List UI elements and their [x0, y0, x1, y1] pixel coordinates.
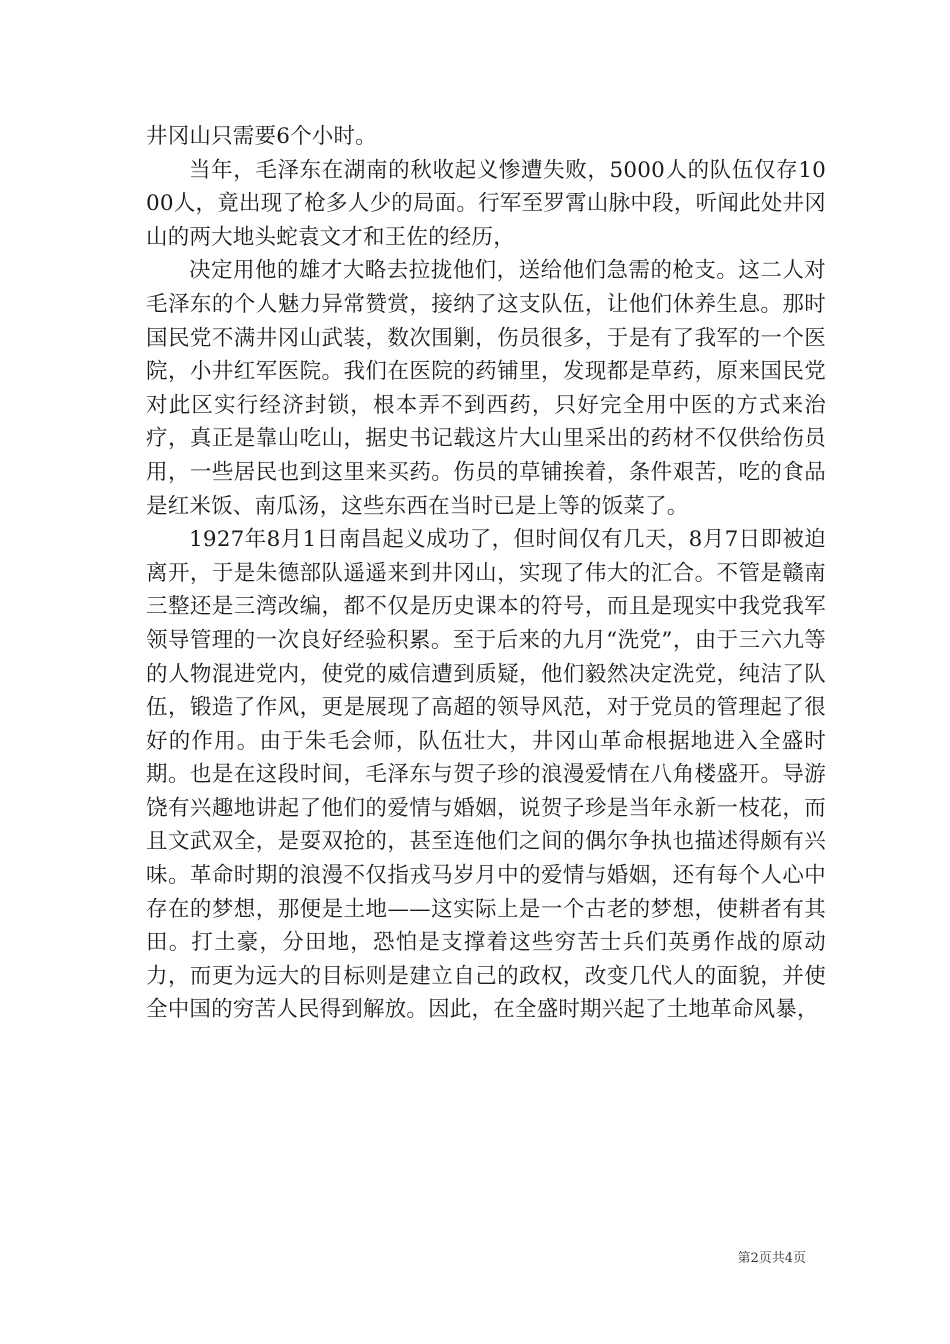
- paragraph-4: 1927年8月1日南昌起义成功了，但时间仅有几天，8月7日即被迫离开，于是朱德部队遥遥来到井冈山，实现了伟大的汇合。不管是赣南三整还是三湾改编，都不仅是历史课本的符号，而且是现实中我党我军领导管理的一次良好经验积累。至于后来的九月“洗党”，由于三六九等的人物混进党内，使党的威信遭到质疑，他们毅然决定洗党，纯洁了队伍，锻造了作风，更是展现了高超的领导风范，对于党员的管理起了很好的作用。由于朱毛会师，队伍壮大，井冈山革命根据地进入全盛时期。也是在这段时间，毛泽东与贺子珍的浪漫爱情在八角楼盛开。导游饶有兴趣地讲起了他们的爱情与婚姻，说贺子珍是当年永新一枝花，而且文武双全，是耍双抢的，甚至连他们之间的偶尔争执也描述得颇有兴味。革命时期的浪漫不仅指戎马岁月中的爱情与婚姻，还有每个人心中存在的梦想，那便是土地——这实际上是一个古老的梦想，使耕者有其田。打土豪，分田地，恐怕是支撑着这些穷苦士兵们英勇作战的原动力，而更为远大的目标则是建立自己的政权，改变几代人的面貌，并使全中国的穷苦人民得到解放。因此，在全盛时期兴起了土地革命风暴，: [146, 527, 826, 1023]
- paragraph-1: 井冈山只需要6个小时。: [146, 124, 377, 149]
- article-body: [146, 120, 826, 1027]
- paragraph-3: 决定用他的雄才大略去拉拢他们，送给他们急需的枪支。这二人对毛泽东的个人魅力异常赞赏，接纳了这支队伍，让他们休养生息。那时国民党不满井冈山武装，数次围剿，伤员很多，于是有了我军的一个医院，小井红军医院。我们在医院的药铺里，发现都是草药，原来国民党对此区实行经济封锁，根本弄不到西药，只好完全用中医的方式来治疗，真正是靠山吃山，据史书记载这片大山里采出的药材不仅供给伤员用，一些居民也到这里来买药。伤员的草铺挨着，条件艰苦，吃的食品是红米饭、南瓜汤，这些东西在当时已是上等的饭菜了。: [146, 258, 826, 519]
- paragraph-2: 当年，毛泽东在湖南的秋收起义惨遭失败，5000人的队伍仅存1000人，竟出现了枪多人少的局面。行军至罗霄山脉中段，听闻此处井冈山的两大地头蛇袁文才和王佐的经历，: [146, 157, 826, 250]
- page-number-footer: 第2页共4页: [737, 1251, 806, 1266]
